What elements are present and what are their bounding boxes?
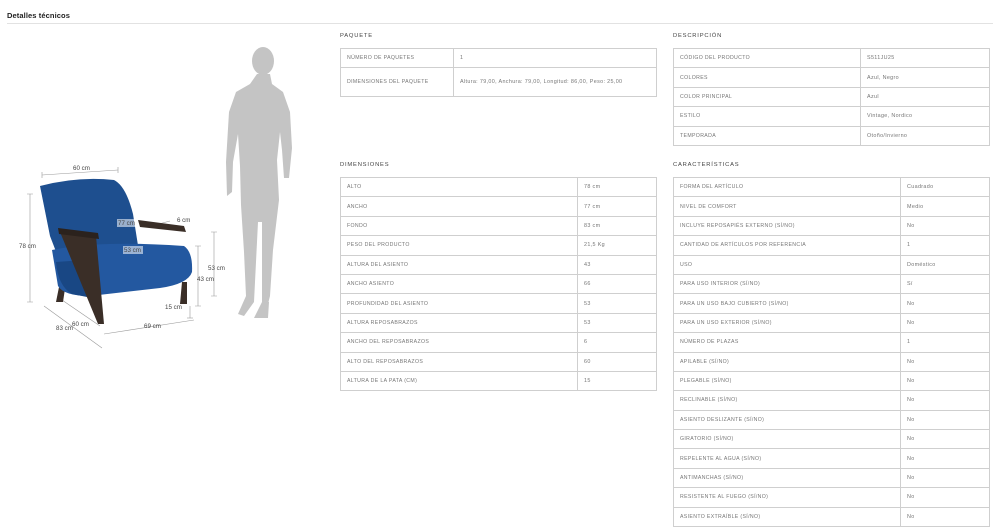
row-value: No	[901, 488, 990, 507]
row-value: 60	[578, 352, 657, 371]
row-label: ANCHO	[341, 197, 578, 216]
human-silhouette-icon	[226, 47, 292, 318]
row-label: RECLINABLE (SÍ/NO)	[674, 391, 901, 410]
row-value: No	[901, 507, 990, 526]
table-row	[674, 255, 990, 274]
row-label: ANCHO DEL REPOSABRAZOS	[341, 333, 578, 352]
table-row	[674, 68, 990, 87]
row-value: 78 cm	[578, 178, 657, 197]
row-value: 66	[578, 274, 657, 293]
row-label: APILABLE (SÍ/NO)	[674, 352, 901, 371]
section-title-caracteristicas: CARACTERÍSTICAS	[673, 162, 740, 168]
row-label: GIRATORIO (SÍ/NO)	[674, 430, 901, 449]
row-label: COLORES	[674, 68, 861, 87]
table-row	[341, 197, 657, 216]
row-label: COLOR PRINCIPAL	[674, 87, 861, 106]
table-row	[674, 49, 990, 68]
table-row	[674, 126, 990, 145]
dim-height: 78 cm	[19, 243, 36, 250]
row-value: No	[901, 468, 990, 487]
row-label: CANTIDAD DE ARTÍCULOS POR REFERENCIA	[674, 236, 901, 255]
table-row	[674, 197, 990, 216]
table-row	[674, 449, 990, 468]
row-label: PARA UN USO EXTERIOR (SÍ/NO)	[674, 313, 901, 332]
table-row	[341, 313, 657, 332]
table-row	[674, 352, 990, 371]
row-label: NÚMERO DE PAQUETES	[341, 49, 454, 68]
row-value: Vintage, Nordico	[861, 107, 990, 126]
row-label: USO	[674, 255, 901, 274]
table-row	[341, 236, 657, 255]
page-title: Detalles técnicos	[7, 11, 70, 20]
row-value: 1	[454, 49, 657, 68]
table-row	[341, 255, 657, 274]
row-label: ALTO DEL REPOSABRAZOS	[341, 352, 578, 371]
row-label: ALTO	[341, 178, 578, 197]
row-label: ALTURA DEL ASIENTO	[341, 255, 578, 274]
row-label: ALTURA REPOSABRAZOS	[341, 313, 578, 332]
table-row	[341, 294, 657, 313]
table-row	[674, 178, 990, 197]
table-row	[674, 87, 990, 106]
row-value: Altura: 79,00, Anchura: 79,00, Longitud: 86,00, Peso: 25,00	[454, 68, 657, 97]
section-title-paquete: PAQUETE	[340, 33, 373, 39]
row-label: ASIENTO DESLIZANTE (SÍ/NO)	[674, 410, 901, 429]
table-row	[341, 371, 657, 390]
row-label: CÓDIGO DEL PRODUCTO	[674, 49, 861, 68]
table-row	[674, 488, 990, 507]
row-value: 6	[578, 333, 657, 352]
table-row	[341, 216, 657, 235]
paquete-table	[340, 48, 657, 97]
dim-width-top: 60 cm	[73, 165, 90, 172]
row-value: Sí	[901, 274, 990, 293]
row-value: Cuadrado	[901, 178, 990, 197]
dim-armrest-width: 6 cm	[177, 217, 191, 224]
row-label: PESO DEL PRODUCTO	[341, 236, 578, 255]
row-label: FORMA DEL ARTÍCULO	[674, 178, 901, 197]
row-value: 43	[578, 255, 657, 274]
row-value: No	[901, 430, 990, 449]
row-value: No	[901, 216, 990, 235]
section-title-dimensiones: DIMENSIONES	[340, 162, 390, 168]
row-value: No	[901, 449, 990, 468]
row-label: TEMPORADA	[674, 126, 861, 145]
table-row	[674, 507, 990, 526]
descripcion-table	[673, 48, 990, 146]
table-row	[674, 313, 990, 332]
row-label: ALTURA DE LA PATA (CM)	[341, 371, 578, 390]
dim-arm-height: 53 cm	[208, 265, 225, 272]
row-value: No	[901, 352, 990, 371]
row-label: FONDO	[341, 216, 578, 235]
row-value: 53	[578, 294, 657, 313]
row-label: ANTIMANCHAS (SÍ/NO)	[674, 468, 901, 487]
row-value: S511JU25	[861, 49, 990, 68]
title-divider	[7, 23, 993, 24]
table-row	[341, 178, 657, 197]
row-label: ESTILO	[674, 107, 861, 126]
row-value: 1	[901, 236, 990, 255]
row-value: No	[901, 294, 990, 313]
row-label: PARA UN USO BAJO CUBIERTO (SÍ/NO)	[674, 294, 901, 313]
row-value: 77 cm	[578, 197, 657, 216]
product-dimension-illustration	[0, 30, 320, 528]
dimensiones-table	[340, 177, 657, 391]
row-value: Medio	[901, 197, 990, 216]
dim-leg-height: 15 cm	[165, 304, 182, 311]
row-value: No	[901, 410, 990, 429]
row-label: ASIENTO EXTRAÍBLE (SÍ/NO)	[674, 507, 901, 526]
row-label: ANCHO ASIENTO	[341, 274, 578, 293]
row-label: RESISTENTE AL FUEGO (SÍ/NO)	[674, 488, 901, 507]
row-value: No	[901, 313, 990, 332]
dim-depth-bottom: 60 cm	[72, 321, 89, 328]
row-label: REPELENTE AL AGUA (SÍ/NO)	[674, 449, 901, 468]
table-row	[674, 430, 990, 449]
row-value: 83 cm	[578, 216, 657, 235]
table-row	[341, 49, 657, 68]
row-value: Azul	[861, 87, 990, 106]
dim-depth: 83 cm	[56, 325, 73, 332]
table-row	[341, 333, 657, 352]
table-row	[674, 391, 990, 410]
row-value: No	[901, 391, 990, 410]
row-value: 15	[578, 371, 657, 390]
dim-seat-height: 43 cm	[197, 276, 214, 283]
row-value: 53	[578, 313, 657, 332]
table-row	[341, 274, 657, 293]
caracteristicas-table	[673, 177, 990, 527]
row-label: PROFUNDIDAD DEL ASIENTO	[341, 294, 578, 313]
row-label: INCLUYE REPOSAPIÉS EXTERNO (SÍ/NO)	[674, 216, 901, 235]
table-row	[341, 68, 657, 97]
table-row	[674, 274, 990, 293]
row-value: Doméstico	[901, 255, 990, 274]
table-row	[674, 468, 990, 487]
dim-width-bottom: 69 cm	[144, 323, 161, 330]
row-label: NÚMERO DE PLAZAS	[674, 333, 901, 352]
table-row	[674, 236, 990, 255]
table-row	[341, 352, 657, 371]
armchair-icon	[40, 179, 192, 324]
row-value: Otoño/Invierno	[861, 126, 990, 145]
table-row	[674, 410, 990, 429]
row-value: 1	[901, 333, 990, 352]
row-label: DIMENSIONES DEL PAQUETE	[341, 68, 454, 97]
table-row	[674, 371, 990, 390]
dim-seat-depth: 53 cm	[124, 247, 141, 254]
table-row	[674, 216, 990, 235]
row-value: Azul, Negro	[861, 68, 990, 87]
dim-arm-depth: 77 cm	[118, 220, 135, 227]
row-value: No	[901, 371, 990, 390]
row-label: PARA USO INTERIOR (SÍ/NO)	[674, 274, 901, 293]
table-row	[674, 333, 990, 352]
table-row	[674, 107, 990, 126]
row-value: 21,5 Kg	[578, 236, 657, 255]
row-label: NIVEL DE COMFORT	[674, 197, 901, 216]
section-title-descripcion: DESCRIPCIÓN	[673, 33, 723, 39]
table-row	[674, 294, 990, 313]
row-label: PLEGABLE (SÍ/NO)	[674, 371, 901, 390]
